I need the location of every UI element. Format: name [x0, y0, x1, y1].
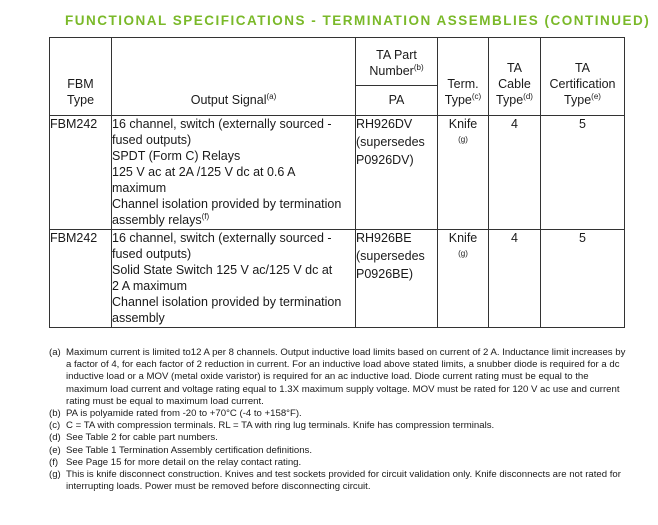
term-footnote-ref: (g)	[458, 249, 468, 258]
footnote-item	[49, 420, 629, 432]
cell-cable	[489, 230, 541, 328]
cell-output-signal	[112, 230, 356, 328]
footnote-key: (e)	[49, 444, 61, 456]
signal-footnote-ref: (f)	[201, 211, 210, 221]
cell-fbm	[50, 230, 112, 328]
header-term-sup: (c)	[471, 91, 482, 101]
footnote-text: See Page 15 for more detail on the relay contact rating.	[66, 456, 302, 468]
footnote-item	[49, 347, 629, 408]
header-cert-line1: TA	[574, 61, 591, 75]
table-row	[50, 116, 625, 230]
footnotes	[49, 347, 629, 493]
cell-cert	[541, 230, 625, 328]
signal-line: Channel isolation provided by termination	[112, 197, 342, 211]
term-value: Knife	[448, 117, 478, 131]
header-output-signal	[112, 38, 356, 116]
header-ta-part-line1: TA Part	[376, 48, 417, 62]
header-cert-sup: (e)	[591, 91, 601, 101]
signal-line: 2 A maximum	[112, 279, 188, 293]
signal-line: Solid State Switch 125 V ac/125 V dc at	[112, 263, 333, 277]
signal-line: 16 channel, switch (externally sourced -	[112, 117, 332, 131]
spec-table	[49, 37, 625, 328]
header-pa-label: PA	[388, 93, 405, 107]
header-ta-cert-type	[541, 38, 625, 116]
footnote-item	[49, 457, 629, 469]
cell-pa	[356, 116, 438, 230]
footnote-item	[49, 432, 629, 444]
pa-line: (supersedes	[356, 249, 425, 263]
signal-line: SPDT (Form C) Relays	[112, 149, 241, 163]
footnote-key: (f)	[49, 456, 59, 468]
cell-cert	[541, 116, 625, 230]
signal-line: 125 V ac at 2A /125 V dc at 0.6 A	[112, 165, 296, 179]
footnote-key: (c)	[49, 420, 61, 432]
cable-value: 4	[511, 117, 518, 131]
cell-cable	[489, 116, 541, 230]
header-term-type	[438, 38, 489, 116]
footnote-item	[49, 445, 629, 457]
header-output-signal-label: Output Signal	[190, 93, 267, 107]
header-cable-sup: (d)	[523, 91, 533, 101]
cell-term	[438, 230, 489, 328]
header-fbm-line2: Type	[66, 93, 95, 107]
pa-line: RH926DV	[356, 117, 413, 131]
header-ta-part-sup: (b)	[413, 62, 424, 72]
fbm-value: FBM242	[50, 117, 98, 131]
cable-value: 4	[511, 231, 518, 245]
signal-line: maximum	[112, 181, 167, 195]
header-ta-part-number	[356, 38, 438, 86]
signal-line: assembly relays	[112, 213, 202, 227]
header-output-signal-sup: (a)	[266, 91, 277, 101]
signal-line: Channel isolation provided by termination	[112, 295, 342, 309]
header-cert-line2: Certification	[549, 77, 616, 91]
cell-pa	[356, 230, 438, 328]
signal-line: 16 channel, switch (externally sourced -	[112, 231, 332, 245]
header-ta-cable-type	[489, 38, 541, 116]
header-pa	[356, 86, 438, 116]
page-title: FUNCTIONAL SPECIFICATIONS - TERMINATION ASSEMBLIES (CONTINUED)	[65, 13, 651, 28]
fbm-value: FBM242	[50, 231, 98, 245]
header-cable-line1: TA	[506, 61, 523, 75]
footnote-key: (b)	[49, 408, 61, 420]
term-value: Knife	[448, 231, 478, 245]
header-cable-line2: Cable	[498, 77, 531, 91]
table-row	[50, 230, 625, 328]
footnote-item	[49, 469, 629, 493]
footnote-text: See Table 1 Termination Assembly certification definitions.	[66, 444, 313, 456]
footnote-item	[49, 408, 629, 420]
cell-output-signal	[112, 116, 356, 230]
footnote-key: (a)	[49, 347, 61, 358]
signal-line: assembly	[112, 311, 165, 325]
footnote-text: This is knife disconnect construction. Knives and test sockets provided for circuit validation only. Knife disconnects are not rated for interrupting loads. Power must be removed before disconnecting circuit.	[66, 469, 621, 493]
cell-fbm	[50, 116, 112, 230]
cert-value: 5	[579, 231, 586, 245]
header-cable-line3: Type	[496, 93, 524, 107]
cert-value: 5	[579, 117, 586, 131]
header-fbm-line1: FBM	[67, 77, 94, 91]
footnote-text: PA is polyamide rated from -20 to +70°C (-4 to +158°F).	[66, 408, 302, 420]
footnote-key: (d)	[49, 432, 61, 444]
header-fbm-type	[50, 38, 112, 116]
pa-line: P0926BE)	[356, 267, 413, 281]
header-row-1	[50, 38, 625, 86]
header-ta-part-line2: Number	[369, 64, 414, 78]
header-cert-line3: Type	[564, 93, 592, 107]
pa-line: (supersedes	[356, 135, 425, 149]
pa-line: RH926BE	[356, 231, 412, 245]
header-term-line2: Type	[444, 93, 472, 107]
footnote-text: Maximum current is limited to12 A per 8 channels. Output inductive load limits based on current of 2 A. Inductance limit increases by a factor of 4, for each factor of 2 reduction in current. For an inductive load above stated limits, a snubber diode is required for a dc inductive load or a MOV (metal oxide varistor) is required for an ac inductive load. Diode current rating must be equal to the maximum load current and voltage rating equal to 1.3X maximum supply voltage. MOV must be rated for 120 V ac use and current rating must be equal to maximum load current.	[66, 347, 626, 407]
signal-line: fused outputs)	[112, 133, 192, 147]
term-footnote-ref: (g)	[458, 135, 468, 144]
footnote-text: C = TA with compression terminals. RL = TA with ring lug terminals. Knife has compression terminals.	[66, 420, 495, 432]
footnote-text: See Table 2 for cable part numbers.	[66, 432, 218, 444]
pa-line: P0926DV)	[356, 153, 414, 167]
cell-term	[438, 116, 489, 230]
footnote-key: (g)	[49, 469, 61, 481]
header-term-line1: Term.	[447, 77, 479, 91]
signal-line: fused outputs)	[112, 247, 192, 261]
